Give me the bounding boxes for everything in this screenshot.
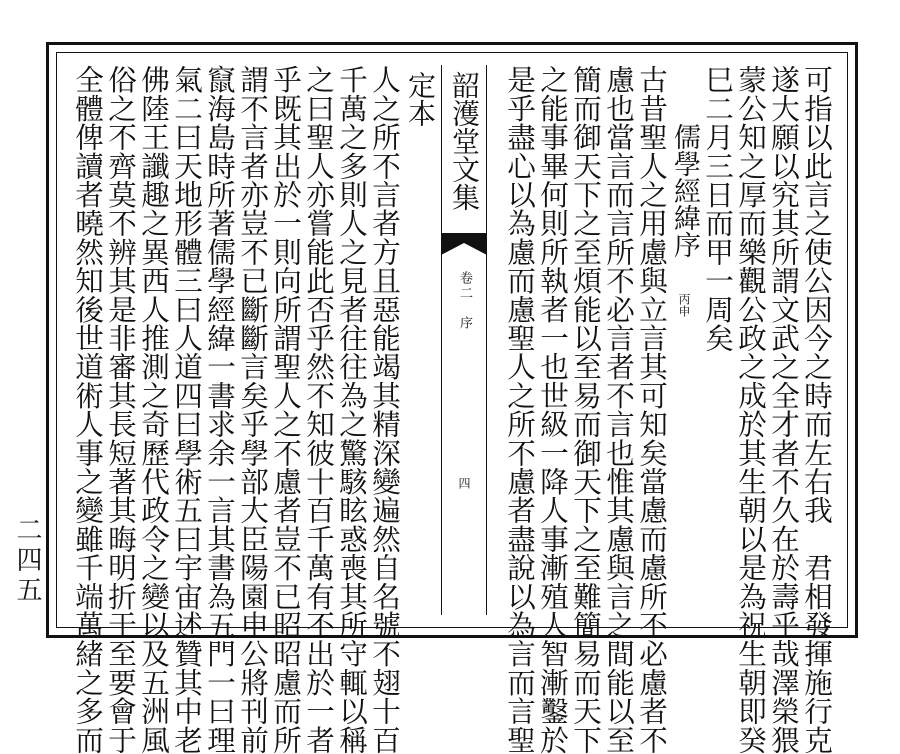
text-column: 蒙公知之厚而樂觀公政之成於其生朝以是為祝生朝即癸 bbox=[734, 65, 768, 754]
book-title: 韶濩堂文集定本 bbox=[404, 71, 481, 211]
text-column: 謂不言者亦豈不已斷斷言矣乎學部大臣陽園申公將刊前 bbox=[236, 65, 270, 754]
section-title-text: 儒學經緯序 bbox=[669, 123, 700, 259]
text-column: 之曰聖人亦嘗能此否乎然不知彼十百千萬有不出於一者 bbox=[302, 65, 336, 754]
text-column: 佛陸王讖趣之異西人推測之奇歷代政令之變以及五洲風 bbox=[137, 65, 171, 754]
right-page bbox=[503, 65, 834, 754]
left-page bbox=[71, 65, 402, 754]
center-band bbox=[404, 65, 487, 615]
chapter-label: 卷二 序 bbox=[457, 271, 472, 331]
text-column: 簡而御天下之至煩能以至易而御天下之至難簡易而天下 bbox=[569, 65, 603, 754]
text-column: 全體俾讀者曉然知後世道術人事之變雖千端萬緒之多而 bbox=[71, 65, 105, 754]
text-column: 古昔聖人之用慮與立言其可知矣當慮而慮所不必慮者不 bbox=[635, 65, 669, 754]
text-column: 遂大願以究其所謂文武之全才者不久在於壽乎哉澤榮猥 bbox=[767, 65, 801, 754]
text-column: 可指以此言之使公因今之時而左右我 君相發揮施行克 bbox=[800, 65, 834, 754]
text-column: 人之所不言者方且惡能竭其精深變遍然自名號不翅十百 bbox=[368, 65, 402, 754]
inner-border bbox=[56, 52, 848, 754]
text-column: 千萬之多則人之見者往往為之驚駭眩惑喪其所守輒以稱 bbox=[335, 65, 369, 754]
section-title-note: 丙申 bbox=[677, 292, 691, 317]
folio-number: 四 bbox=[457, 477, 471, 489]
text-column: 竄海島時所著儒學經緯一書求余一言其書為五門一曰理 bbox=[203, 65, 237, 754]
text-column: 是乎盡心以為慮而慮聖人之所不慮者盡說以為言而言聖 bbox=[503, 65, 537, 754]
page-frame bbox=[46, 42, 858, 754]
page-number: 二四五 bbox=[12, 516, 42, 606]
text-column: 乎既其出於一則向所謂聖人之不慮者豈不已昭昭慮而所 bbox=[269, 65, 303, 754]
text-column: 俗之不齊莫不辨其是非審其長短著其晦明折于至要會于 bbox=[104, 65, 138, 754]
section-title bbox=[668, 65, 701, 615]
text-column: 巳二月三日而甲一周矣 bbox=[701, 65, 735, 352]
text-column: 慮也當言而言所不必言者不言也惟其慮與言之間能以至 bbox=[602, 65, 636, 754]
text-column: 之能事畢何則所執者一也世級一降人事漸殖人智漸鑿於 bbox=[536, 65, 570, 754]
fishtail-ornament bbox=[441, 233, 487, 255]
text-column: 氣二曰天地形體三曰人道四曰學術五曰宇宙述贊其中老 bbox=[170, 65, 204, 754]
